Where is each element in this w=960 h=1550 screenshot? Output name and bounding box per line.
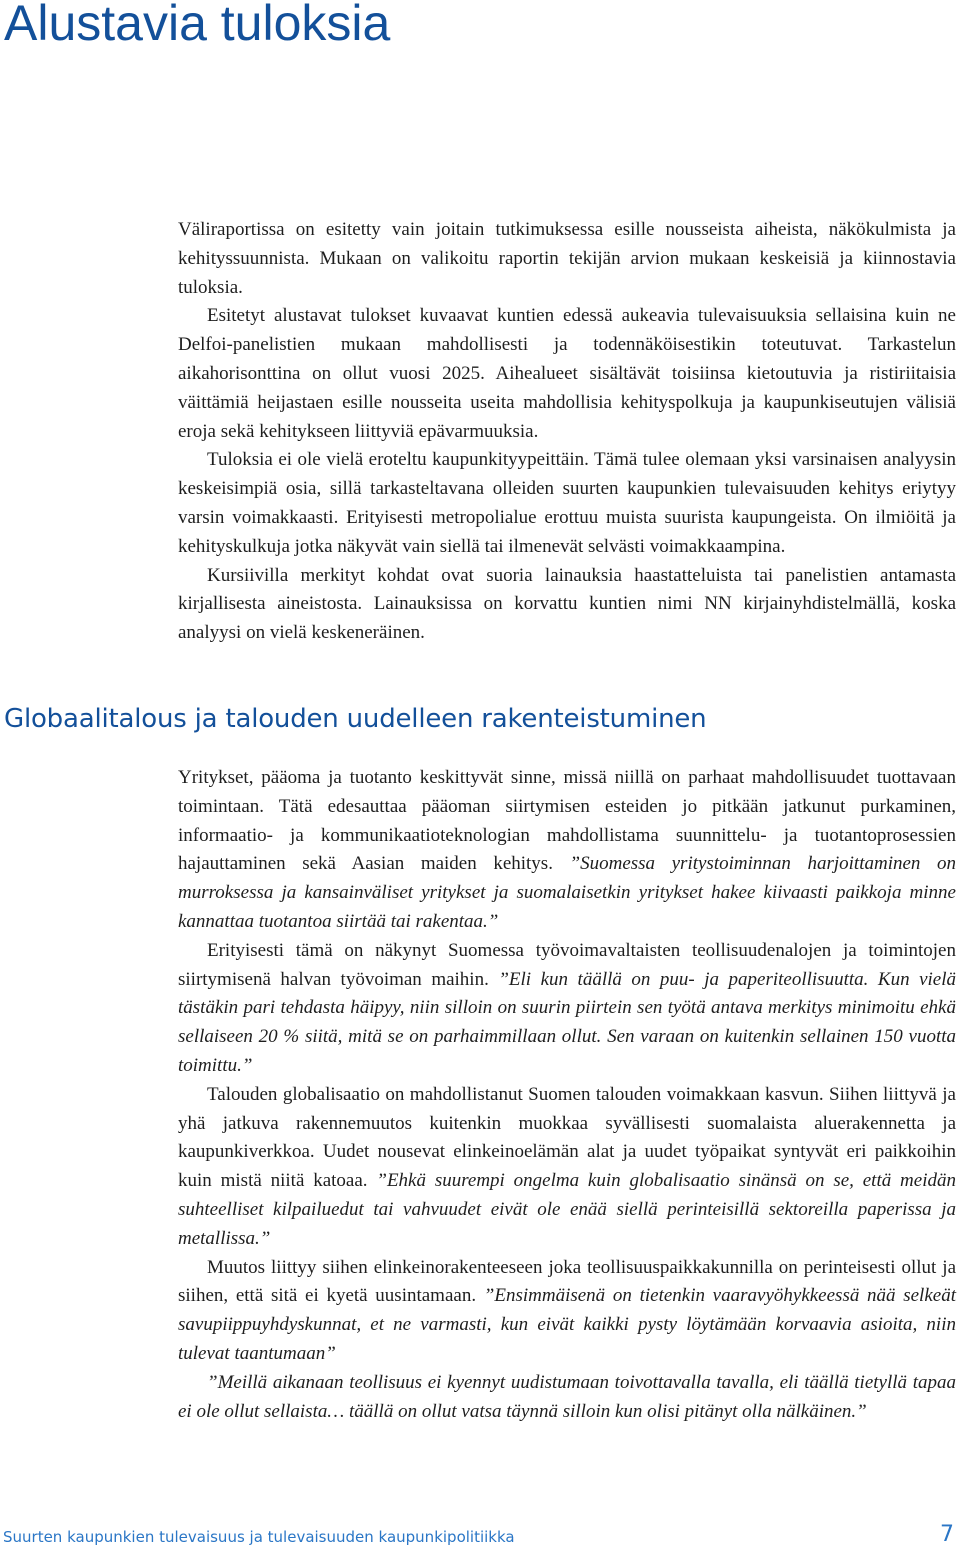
intro-paragraph-1: Väliraportissa on esitetty vain joitain tutkimuksessa esille nousseista aiheista, näkökulmista ja kehityssuunnista. Mukaan on valikoitu raportin tekijän arvion mukaan keskeisiä ja kiinnostavia tuloksia. [178, 219, 956, 298]
footer-page-number: 7 [940, 1522, 954, 1547]
intro-paragraph-4: Kursiivilla merkityt kohdat ovat suoria lainauksia haastatteluista tai panelistien antamasta kirjallisesta aineistosta. Lainauksissa on korvattu kuntien nimi NN kirjainyhdistelmällä, koska analyysi on vielä keskeneräinen. [178, 564, 956, 644]
section-text-block [178, 764, 956, 1426]
section-paragraph-1-quote: ”Suomessa yritystoiminnan harjoittaminen on murroksessa ja kansainväliset yritykset ja suomalaisetkin yritykset hakee kiivaasti paikkoja minne kannattaa tuotantoa siirtää tai rakentaa.” [178, 853, 956, 932]
footer-publication-title: Suurten kaupunkien tulevaisuus ja tulevaisuuden kaupunkipolitiikka [3, 1528, 515, 1546]
section-paragraph-4 [178, 1254, 956, 1369]
intro-paragraph-3: Tuloksia ei ole vielä eroteltu kaupunkityypeittäin. Tämä tulee olemaan yksi varsinaisen analyysin keskeisimpiä osia, sillä tarkasteltavana olleiden suurten kaupunkien tulevaisuuden kehitys eriytyy varsin voimakkaasti. Erityisesti metropolialue erottuu muista suurista kaupungeista. On ilmiöitä ja kehityskulkuja jotka näkyvät vain siellä tai ilmenevät selvästi voimakkaampina. [178, 449, 956, 557]
section-paragraph-4-text: Muutos liittyy siihen elinkeinorakenteeseen joka teollisuuspaikkakunnilla on perinteisesti ollut ja siihen, että sitä ei kyetä uusintamaan. [178, 1256, 956, 1307]
section-paragraph-4-quote: ”Ensimmäisenä on tietenkin vaaravyöhykkeessä nää selkeät savupiippuyhdyskunnat, et ne varmasti, kun eivät kaikki pysty löytämään korvaavia asioita, niin tulevat taantumaan” [178, 1285, 956, 1364]
section-paragraph-3-quote: ”Ehkä suurempi ongelma kuin globalisaatio sinänsä on se, että meidän suhteelliset kilpailuedut tai vahvuudet eivät ole enää siellä perinteisillä sektoreilla paperissa ja metallissa.” [178, 1170, 956, 1249]
intro-paragraph-2: Esitetyt alustavat tulokset kuvaavat kuntien edessä aukeavia tulevaisuuksia sellaisina kuin ne Delfoi-panelistien mukaan mahdollisesti ja todennäköisestikin toteutuvat. Tarkastelun aikahorisonttina on ollut vuosi 2025. Aihealueet sisältävät toisiinsa kietoutuvia ja ristiriitaisia väittämiä heijastaen esille nousseita useita mahdollisia kehityspolkuja ja kaupunkiseutujen välisiä eroja sekä kehitykseen liittyviä epävarmuuksia. [178, 305, 956, 442]
section-paragraph-2-text: Erityisesti tämä on näkynyt Suomessa työvoimavaltaisten teollisuudenalojen ja toimintojen siirtymisenä halvan työvoiman maihin. [178, 939, 956, 990]
section-paragraph-3-text: Talouden globalisaatio on mahdollistanut Suomen talouden voimakkaan kasvun. Siihen liittyvä ja yhä jatkuva rakennemuutos kuitenkin muokkaa syvällisesti suomalaista aluerakennetta ja kaupunkiverkkoa. Uudet nousevat elinkeinoelämän alat ja uudet työpaikat syntyvät eri paikkoihin kuin mistä niitä katoaa. [178, 1083, 956, 1192]
section-paragraph-1-text: Yritykset, pääoma ja tuotanto keskittyvät sinne, missä niillä on parhaat mahdollisuudet tuottavaan toimintaan. Tätä edesauttaa pääoman siirtymisen esteiden jo pitkään jatkunut purkaminen, informaatio- ja kommunikaatioteknologian mahdollistama suunnittelu- ja tuotantoprosessien hajauttaminen sekä Aasian maiden kehitys. [178, 767, 956, 875]
intro-text-block [178, 216, 956, 648]
section-paragraph-5-quote: ”Meillä aikanaan teollisuus ei kyennyt uudistumaan toivottavalla tavalla, eli täällä tietyllä tapaa ei ole ollut sellaista… täällä on ollut vatsa täynnä silloin kun olisi pitänyt olla nälkäinen.” [178, 1371, 956, 1422]
section-heading: Globaalitalous ja talouden uudelleen rakenteistuminen [4, 704, 707, 734]
section-paragraph-5 [178, 1369, 956, 1427]
section-paragraph-2-quote: ”Eli kun täällä on puu- ja paperiteollisuutta. Kun vielä tästäkin pari tehdasta häipyy, niin silloin on suurin piirtein sen työtä antava merkitys minimoitu ehkä sellaiseen 20 % siitä, mitä se on parhaimmillaan ollut. Sen varaan on kuitenkin sellainen 150 vuotta toimittu.” [178, 968, 957, 1076]
section-paragraph-1 [178, 764, 956, 937]
section-paragraph-2 [178, 937, 956, 1081]
section-paragraph-3 [178, 1081, 956, 1254]
page-title: Alustavia tuloksia [4, 0, 391, 51]
